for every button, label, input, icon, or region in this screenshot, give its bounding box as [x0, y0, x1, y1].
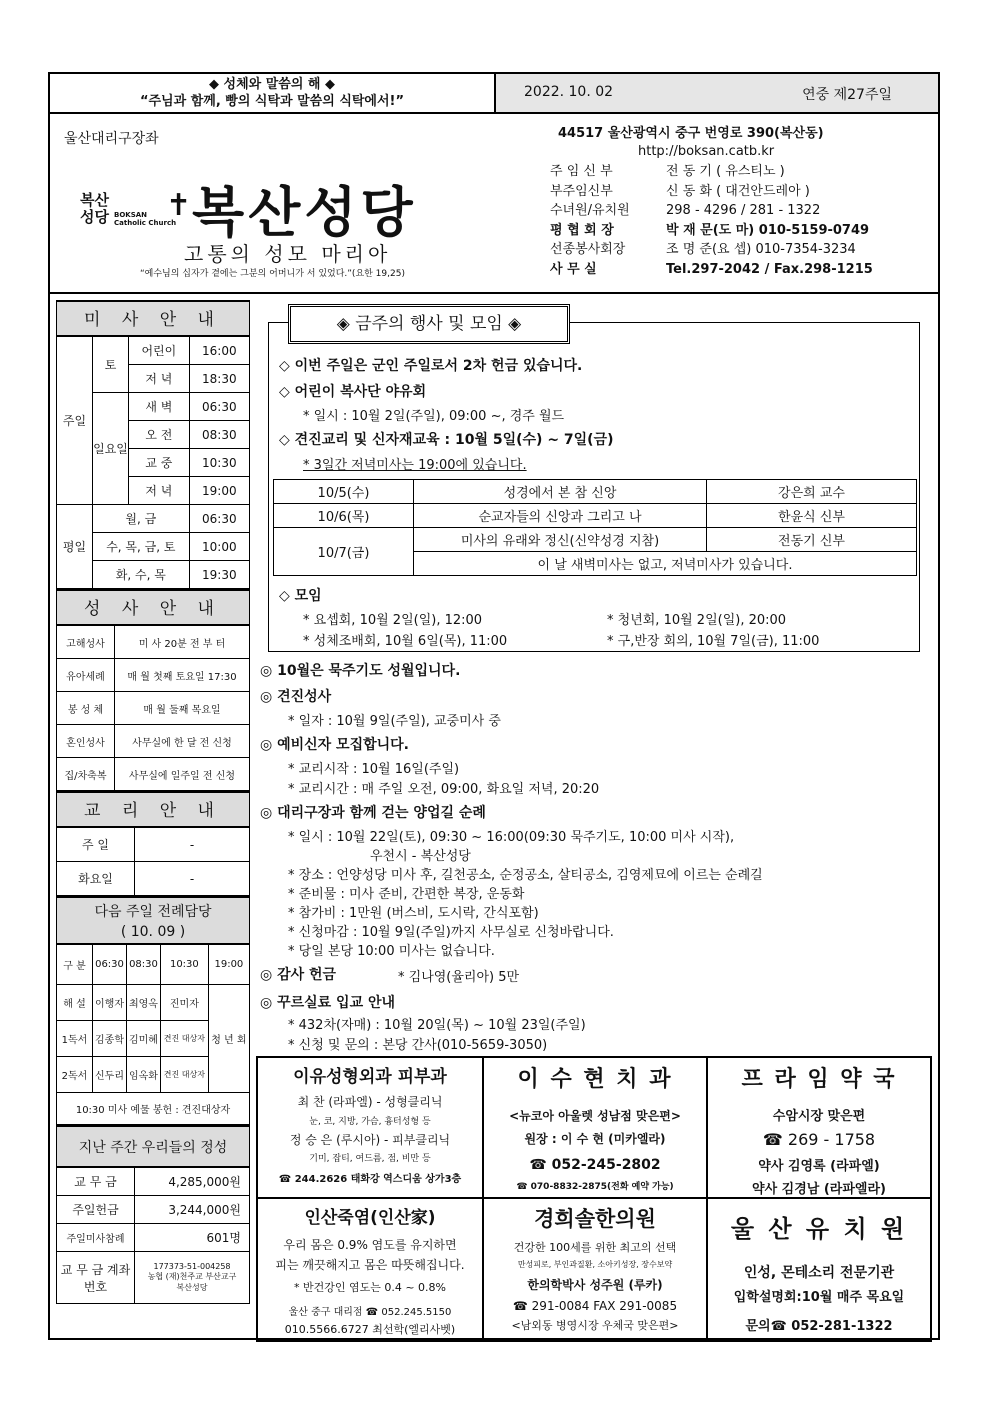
sacrament-value: 사무실에 한 달 전 신청 — [115, 725, 250, 758]
sunday-label: 주일 — [57, 337, 93, 505]
catechism-value: - — [135, 828, 250, 862]
logo-small-text — [80, 192, 109, 226]
event-detail: * 3일간 저녁미사는 19:00에 있습니다. — [303, 458, 527, 473]
edu-speaker: 강은희 교수 — [707, 480, 917, 504]
ad-line: 인성, 몬테소리 전문기관 — [743, 1265, 895, 1281]
edu-speaker: 전동기 신부 — [707, 528, 917, 552]
catechism-table — [56, 827, 250, 896]
sacrament-key: 고해성사 — [57, 626, 115, 659]
catechism-key: 화요일 — [57, 862, 135, 896]
events-title: ◈ 금주의 행사 및 모임 ◈ — [288, 304, 570, 344]
ad-line: <남외동 병영시장 우체국 맞은편> — [511, 1319, 679, 1332]
liturgy-title-box — [56, 896, 250, 944]
mass-name: 오 전 — [129, 421, 190, 449]
meeting-item: * 성체조배회, 10월 6일(목), 11:00 — [303, 634, 508, 649]
offering-title: 지난 주간 우리들의 정성 — [56, 1125, 250, 1167]
theme-title: ◆ 성체와 말씀의 해 ◆ — [208, 77, 335, 92]
staff-key: 수녀원/유치원 — [550, 203, 630, 218]
parish-name: 복산성당 — [192, 180, 417, 244]
sacrament-key: 혼인성사 — [57, 725, 115, 758]
offering-value: 4,285,000원 — [135, 1168, 250, 1196]
bulletin-date: 2022. 10. 02 — [524, 84, 614, 100]
ad-salt — [257, 1198, 483, 1341]
liturgy-role: 1독서 — [57, 1021, 93, 1057]
offering-key: 교 무 금 — [57, 1168, 135, 1196]
mass-time: 16:00 — [189, 337, 249, 365]
staff-value: 박 재 문(도 마) 010-5159-0749 — [666, 222, 870, 238]
notice-detail: * 교리시작 : 10월 16일(주일) — [288, 762, 460, 777]
event-line: ◇ 견진교리 및 신자재교육 : 10월 5일(수) ~ 7일(금) — [279, 432, 614, 448]
notice-detail: * 신청마감 : 10월 9일(주일)까지 사무실로 신청바랍니다. — [288, 925, 614, 940]
logo-small-1: 복산 — [80, 191, 109, 209]
mass-time: 10:30 — [189, 449, 249, 477]
staff-key: 주 임 신 부 — [550, 164, 613, 179]
parish-address: 44517 울산광역시 중구 번영로 390(복산동) — [558, 126, 824, 141]
edu-date: 10/7(금) — [274, 528, 414, 576]
staff-row — [550, 240, 936, 260]
liturgy-header: 08:30 — [126, 945, 160, 985]
liturgy-header: 19:00 — [208, 945, 249, 985]
event-line: ◇ 이번 주일은 군인 주일로서 2차 헌금 있습니다. — [279, 358, 583, 374]
ad-line: 피는 깨끗해지고 몸은 따뜻해집니다. — [275, 1258, 465, 1272]
mass-name: 저 녁 — [129, 365, 190, 393]
ad-line: 약사 김경남 (라파엘라) — [752, 1182, 886, 1197]
ad-line: 한의학박사 성주원 (루카) — [527, 1278, 663, 1292]
meeting-item: * 요셉회, 10월 2일(일), 12:00 — [303, 613, 483, 628]
ad-title: 경희솔한의원 — [534, 1207, 656, 1231]
mass-name: 교 중 — [129, 449, 190, 477]
ad-line: 010.5566.6727 최선학(엘리사벳) — [284, 1323, 456, 1336]
meeting-item: * 청년회, 10월 2일(일), 20:00 — [607, 613, 787, 628]
liturgy-header: 10:30 — [160, 945, 208, 985]
notice-heading: ◎ 10월은 묵주기도 성월입니다. — [260, 663, 461, 679]
staff-value: Tel.297-2042 / Fax.298-1215 — [666, 261, 873, 277]
ad-title: 이 수 현 치 과 — [517, 1067, 673, 1092]
parish-url[interactable]: http://boksan.catb.kr — [638, 144, 775, 159]
weekday-label: 평일 — [57, 505, 93, 589]
ad-line: ☎ 269 - 1758 — [762, 1130, 876, 1149]
liturgy-cell: 견진 대상자 — [160, 1021, 208, 1057]
theme-quote: “주님과 함께, 빵의 식탁과 말씀의 식탁에서!” — [139, 94, 405, 109]
mass-time: 19:30 — [189, 561, 249, 589]
ad-title: 프 라 임 약 국 — [741, 1067, 897, 1092]
sacrament-value: 사무실에 일주일 전 신청 — [115, 758, 250, 791]
parish-header — [50, 114, 938, 294]
notice-detail: 우천시 - 복산성당 — [370, 849, 471, 864]
staff-list — [550, 162, 936, 279]
catechism-value: - — [135, 862, 250, 896]
event-line: ◇ 어린이 복사단 야유회 — [279, 384, 427, 400]
notice-detail: * 교리시간 : 매 주일 오전, 09:00, 화요일 저녁, 20:20 — [288, 782, 600, 797]
sun-label: 일요일 — [93, 393, 129, 505]
notice-heading: ◎ 예비신자 모집합니다. — [260, 737, 409, 753]
parish-patron: 고통의 성모 마리아 — [184, 242, 392, 266]
logo-small-2: 성당 — [80, 208, 109, 226]
edu-speaker: 한윤식 신부 — [707, 504, 917, 528]
sacrament-value: 매 월 둘째 목요일 — [115, 692, 250, 725]
mass-time: 06:30 — [189, 393, 249, 421]
left-column — [56, 300, 250, 1304]
liturgy-cell: 견진 대상자 — [160, 1057, 208, 1093]
offering-key: 주일헌금 — [57, 1196, 135, 1224]
staff-key: 사 무 실 — [550, 261, 597, 277]
ad-oriental-clinic — [483, 1198, 707, 1341]
mass-time: 06:30 — [189, 505, 249, 533]
offering-value: 601명 — [135, 1224, 250, 1252]
liturgy-role: 2독서 — [57, 1057, 93, 1093]
ad-clinic — [257, 1057, 483, 1198]
liturgy-cell: 임옥화 — [126, 1057, 160, 1093]
staff-row — [550, 260, 936, 280]
sacrament-key: 봉 성 체 — [57, 692, 115, 725]
ad-title: 울 산 유 치 원 — [730, 1215, 908, 1243]
ad-line: 눈, 코, 지방, 가슴, 흉터성형 등 — [309, 1117, 431, 1127]
liturgy-cell: 김종학 — [93, 1021, 127, 1057]
logo-en-2: Catholic Church — [114, 219, 177, 227]
notice-detail: * 일시 : 10월 22일(토), 09:30 ~ 16:00(09:30 묵주기도, 10:00 미사 시작), — [288, 830, 735, 845]
notice-detail: * 당일 본당 10:00 미사는 없습니다. — [288, 944, 495, 959]
diocese-label: 울산대리구장좌 — [64, 131, 159, 147]
meeting-item: * 구,반장 회의, 10월 7일(금), 11:00 — [607, 634, 820, 649]
sacrament-value: 매 월 첫째 토요일 17:30 — [115, 659, 250, 692]
sacrament-key: 집/차축복 — [57, 758, 115, 791]
liturgy-cell: 최영옥 — [126, 985, 160, 1021]
ad-line: ☎ 291-0084 FAX 291-0085 — [512, 1299, 678, 1313]
notice-detail: * 준비물 : 미사 준비, 간편한 복장, 운동화 — [288, 887, 525, 902]
ad-line: 건강한 100세를 위한 최고의 선택 — [513, 1241, 677, 1254]
ad-line: <뉴코아 아울렛 성남점 맞은편> — [509, 1109, 681, 1123]
ad-line: 수암시장 맞은편 — [772, 1109, 866, 1124]
ad-title: 이유성형외과 피부과 — [293, 1067, 447, 1087]
notice-heading: ◎ 견진성사 — [260, 689, 332, 705]
mass-name: 새 벽 — [129, 393, 190, 421]
logo-en-1: BOKSAN — [114, 211, 148, 219]
mass-title: 미 사 안 내 — [56, 300, 250, 336]
notice-heading: ◎ 감사 헌금 — [260, 967, 337, 983]
edu-topic: 순교자들의 신앙과 그리고 나 — [414, 504, 707, 528]
staff-value: 298 - 4296 / 281 - 1322 — [666, 203, 821, 218]
edu-date: 10/6(목) — [274, 504, 414, 528]
liturgy-table — [56, 944, 250, 1125]
ads-grid — [256, 1056, 932, 1342]
ad-line: ☎ 052-245-2802 — [529, 1157, 661, 1173]
sat-label: 토 — [93, 337, 129, 393]
account-info — [135, 1252, 250, 1304]
offering-table — [56, 1167, 250, 1304]
notice-heading: ◎ 꾸르실료 입교 안내 — [260, 995, 396, 1011]
ad-title: 인산죽염(인산家) — [304, 1208, 436, 1228]
staff-row — [550, 221, 936, 241]
mass-name: 저 녁 — [129, 477, 190, 505]
bulletin-page — [48, 72, 940, 1340]
event-line: ◇ 모임 — [279, 588, 322, 604]
staff-row — [550, 162, 936, 182]
staff-value: 신 동 화 ( 대건안드레아 ) — [666, 183, 810, 199]
header-bar — [50, 74, 938, 114]
theme-box — [50, 74, 494, 112]
notice-detail: * 일자 : 10월 9일(주일), 교중미사 중 — [288, 714, 501, 729]
offering-key: 주일미사참례 — [57, 1224, 135, 1252]
edu-note: 이 날 새벽미사는 없고, 저녁미사가 있습니다. — [414, 552, 917, 576]
ad-line: ☎ 244.2626 태화강 역스디움 상가3층 — [278, 1174, 462, 1185]
patron-quote: “예수님의 십자가 곁에는 그분의 어머니가 서 있었다.”(요한 19,25) — [140, 269, 405, 279]
sacrament-table — [56, 625, 250, 791]
ad-line: 입학설명회:10월 매주 목요일 — [733, 1290, 905, 1305]
staff-row — [550, 182, 936, 202]
date-box — [494, 74, 938, 112]
ad-kindergarten — [707, 1198, 931, 1341]
mass-name: 화, 수, 목 — [93, 561, 190, 589]
account-holder: 농협 (재)천주교 부산교구 — [147, 1272, 237, 1281]
mass-time: 08:30 — [189, 421, 249, 449]
catechism-key: 주 일 — [57, 828, 135, 862]
edu-topic: 성경에서 본 참 신앙 — [414, 480, 707, 504]
staff-value: 조 명 준(요 셉) 010-7354-3234 — [666, 242, 856, 257]
sacrament-key: 유아세례 — [57, 659, 115, 692]
mass-time: 18:30 — [189, 365, 249, 393]
mass-time: 10:00 — [189, 533, 249, 561]
events-box — [268, 322, 920, 652]
liturgy-note: 10:30 미사 예물 봉헌 : 견진대상자 — [57, 1093, 250, 1125]
ad-line: 우리 몸은 0.9% 염도를 유지하면 — [283, 1238, 457, 1252]
liturgy-cell: 진미자 — [160, 985, 208, 1021]
ad-line: 원장 : 이 수 현 (미카엘라) — [524, 1132, 666, 1146]
education-table — [273, 479, 917, 576]
mass-name: 월, 금 — [93, 505, 190, 533]
notice-heading: ◎ 대리구장과 함께 걷는 양업길 순례 — [260, 805, 486, 821]
ad-line: 울산 중구 대리점 ☎ 052.245.5150 — [288, 1307, 452, 1318]
staff-key: 부주임신부 — [550, 183, 613, 199]
notice-detail: * 김나영(율리아) 5만 — [398, 970, 520, 985]
edu-topic: 미사의 유래와 정신(신약성경 지참) — [414, 528, 707, 552]
mass-time: 19:00 — [189, 477, 249, 505]
account-number: 177373-51-004258 — [153, 1262, 231, 1271]
notice-detail: * 참가비 : 1만원 (버스비, 도시락, 간식포함) — [288, 906, 539, 921]
sacrament-value: 미 사 20분 전 부 터 — [115, 626, 250, 659]
notice-detail: * 432차(자매) : 10월 20일(목) ~ 10월 23일(주일) — [288, 1018, 586, 1033]
account-label: 교 무 금 계좌번호 — [57, 1252, 135, 1304]
liturgical-week: 연중 제27주일 — [802, 87, 892, 103]
mass-name: 수, 목, 금, 토 — [93, 533, 190, 561]
ad-dental — [483, 1057, 707, 1198]
liturgy-cell: 이행자 — [93, 985, 127, 1021]
ad-line: ☎ 070-8832-2875(전화 예약 가능) — [516, 1182, 674, 1192]
staff-key: 평 협 회 장 — [550, 222, 614, 238]
liturgy-cell: 신두리 — [93, 1057, 127, 1093]
mass-table — [56, 336, 250, 589]
event-detail: * 일시 : 10월 2일(주일), 09:00 ~, 경주 월드 — [303, 409, 565, 424]
liturgy-cell: 김미혜 — [126, 1021, 160, 1057]
liturgy-title: 다음 주일 전례담당 — [94, 904, 212, 920]
ad-line: 약사 김영록 (라파엘) — [758, 1159, 880, 1174]
ad-line: * 반건강인 염도는 0.4 ~ 0.8% — [293, 1281, 447, 1294]
cross-icon: ✝ — [166, 188, 192, 223]
notice-detail: * 장소 : 언양성당 미사 후, 길천공소, 순정공소, 살티공소, 김영제묘에 이르는 순례길 — [288, 868, 763, 883]
notice-detail: * 신청 및 문의 : 본당 간사(010-5659-3050) — [288, 1038, 548, 1053]
offering-value: 3,244,000원 — [135, 1196, 250, 1224]
liturgy-date: ( 10. 09 ) — [120, 924, 186, 940]
ad-pharmacy — [707, 1057, 931, 1198]
ad-line: 최 찬 (라파엘) - 성형클리닉 — [297, 1095, 443, 1109]
liturgy-youth: 청 년 회 — [208, 985, 249, 1093]
sacrament-title: 성 사 안 내 — [56, 589, 250, 625]
ad-line: 만성피로, 부인과질환, 소아키성장, 장수보약 — [517, 1260, 673, 1269]
liturgy-role: 해 설 — [57, 985, 93, 1021]
liturgy-header: 06:30 — [93, 945, 127, 985]
account-holder-2: 복산성당 — [176, 1283, 208, 1292]
mass-name: 어린이 — [129, 337, 190, 365]
liturgy-header: 구 분 — [57, 945, 93, 985]
staff-value: 전 동 기 ( 유스티노 ) — [666, 164, 785, 179]
staff-row — [550, 201, 936, 221]
edu-date: 10/5(수) — [274, 480, 414, 504]
catechism-title: 교 리 안 내 — [56, 791, 250, 827]
staff-key: 선종봉사회장 — [550, 242, 626, 257]
ad-line: 문의☎ 052-281-1322 — [745, 1319, 893, 1334]
ad-line: 정 승 은 (루시아) - 피부클리닉 — [289, 1133, 451, 1147]
ad-line: 기미, 잡티, 여드름, 점, 비만 등 — [309, 1154, 431, 1164]
